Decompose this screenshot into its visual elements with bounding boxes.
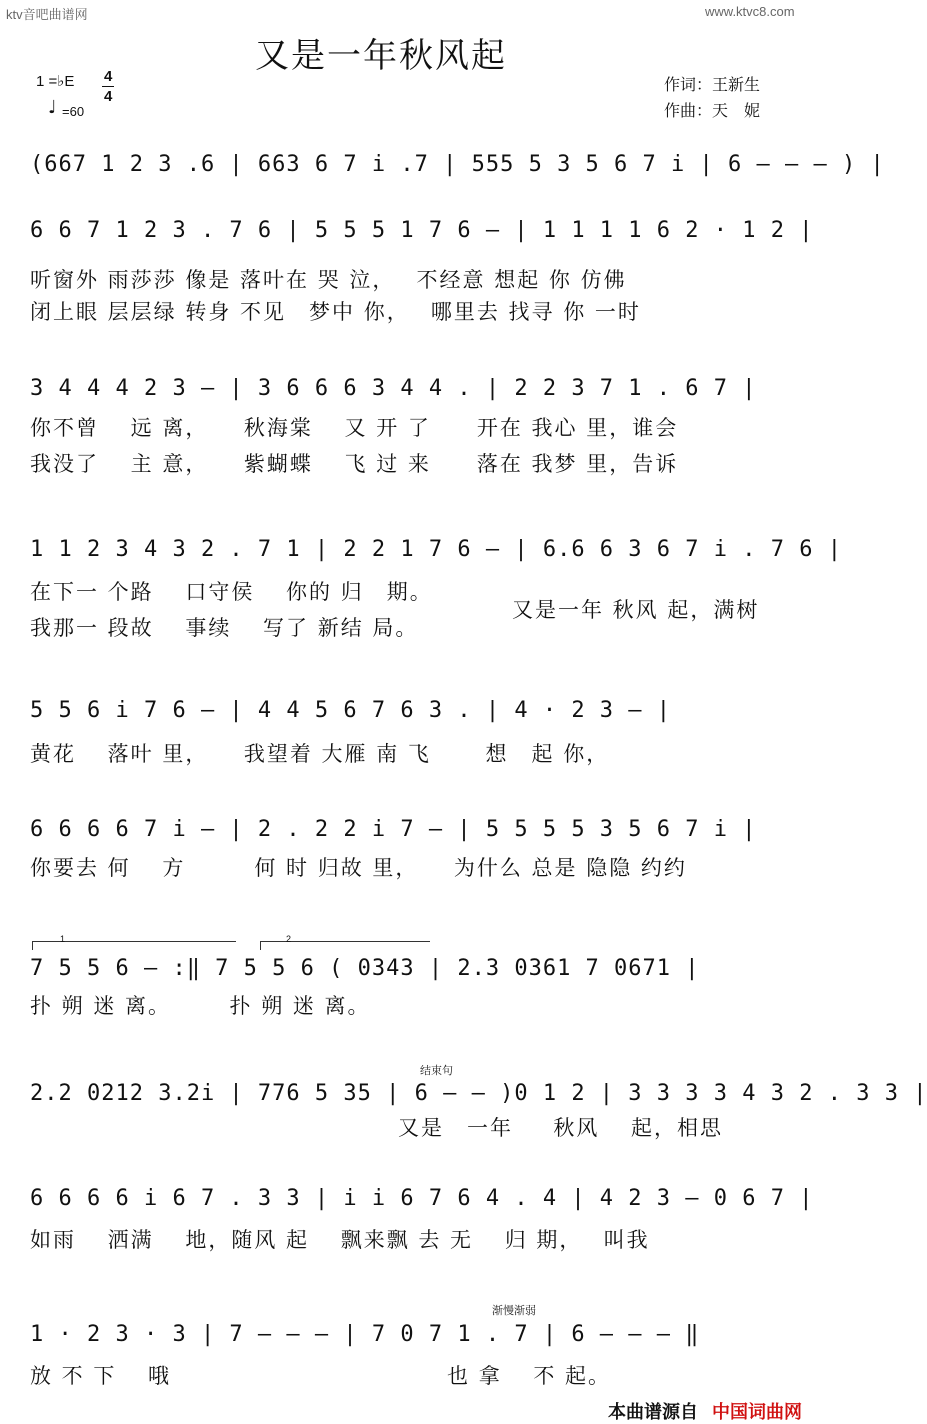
system-2-notes: 6 6 7 1 2 3 . 7 6 | 5 5 5 1 7 6 — | 1 1 1 1 6 2 · 1 2 | <box>30 218 814 243</box>
site-label-left: ktv音吧曲谱网 <box>6 7 88 22</box>
quarter-note-icon: ♩ <box>48 97 57 118</box>
system-6-notes: 6 6 6 6 7 i — | 2 . 2 2 i 7 — | 5 5 5 5 3 5 6 7 i | <box>30 817 757 842</box>
volta-number-1: 1 <box>60 934 66 944</box>
tempo-marking: =60 <box>62 104 85 119</box>
system-1-notes: (667 1 2 3 .6 | 663 6 7 i .7 | 555 5 3 5 6 7 i | 6 — — — ) | <box>30 152 885 177</box>
system-2-lyrics-2: 闭上眼 层层绿 转身 不见 梦中 你， 哪里去 找寻 你 一时 <box>30 300 641 324</box>
system-6-lyrics-1: 你要去 何 方 何 时 归故 里， 为什么 总是 隐隐 约约 <box>30 856 687 880</box>
system-10-lyrics-1: 放 不 下 哦 也 拿 不 起。 <box>30 1364 612 1388</box>
system-3-notes: 3 4 4 4 2 3 — | 3 6 6 6 3 4 4 . | 2 2 3 7 1 . 6 7 | <box>30 376 757 401</box>
time-signature-bottom: 4 <box>104 88 113 105</box>
footer-site-name: 中国词曲网 <box>712 1402 802 1423</box>
system-4-notes: 1 1 2 3 4 3 2 . 7 1 | 2 2 1 7 6 — | 6.6 6 3 6 7 i . 7 6 | <box>30 537 842 562</box>
system-8-lyrics-1: 又是 一年 秋风 起，相思 <box>30 1116 724 1140</box>
footer-source-label: 本曲谱源自 <box>608 1402 698 1423</box>
system-8-notes: 2.2 0212 3.2i | 776 5 35 | 6 — — )0 1 2 | 3 3 3 3 4 3 2 . 3 3 | <box>30 1081 927 1106</box>
lyricist: 作词：王新生 <box>664 75 761 94</box>
system-4-lyrics-1: 在下一 个路 口守侯 你的 归 期。 <box>30 580 433 604</box>
composer: 作曲：天 妮 <box>664 101 761 120</box>
system-3-lyrics-2: 我没了 主 意， 紫蝴蝶 飞 过 来 落在 我梦 里，告诉 <box>30 452 679 476</box>
time-signature-top: 4 <box>104 68 113 85</box>
system-9-lyrics-1: 如雨 洒满 地，随风 起 飘来飘 去 无 归 期， 叫我 <box>30 1228 650 1252</box>
dynamics-annotation: 渐慢渐弱 <box>492 1305 536 1317</box>
volta-number-2: 2 <box>286 934 292 944</box>
time-signature-bar <box>102 86 114 87</box>
song-title: 又是一年秋风起 <box>255 36 507 76</box>
system-4-lyrics-2: 我那一 段故 事续 写了 新结 局。 <box>30 616 419 640</box>
system-5-notes: 5 5 6 i 7 6 — | 4 4 5 6 7 6 3 . | 4 · 2 3 — | <box>30 698 672 723</box>
system-2-lyrics-1: 听窗外 雨莎莎 像是 落叶在 哭 泣， 不经意 想起 你 仿佛 <box>30 268 627 292</box>
system-5-lyrics-1: 黄花 落叶 里， 我望着 大雁 南 飞 想 起 你， <box>30 742 610 766</box>
ending-annotation: 结束句 <box>420 1065 453 1077</box>
site-label-right: www.ktvc8.com <box>705 4 795 19</box>
system-3-lyrics-1: 你不曾 远 离， 秋海棠 又 开 了 开在 我心 里，谁会 <box>30 416 679 440</box>
system-7-lyrics-1: 扑 朔 迷 离。 扑 朔 迷 离。 <box>30 994 371 1018</box>
system-10-notes: 1 · 2 3 · 3 | 7 — — — | 7 0 7 1 . 7 | 6 — — — ‖ <box>30 1322 700 1347</box>
system-7-notes: 7 5 5 6 — :‖ 7 5 5 6 ( 0343 | 2.3 0361 7 0671 | <box>30 956 700 981</box>
system-9-notes: 6 6 6 6 i 6 7 . 3 3 | i i 6 7 6 4 . 4 | 4 2 3 — 0 6 7 | <box>30 1186 814 1211</box>
system-4-lyrics-extra: 又是一年 秋风 起，满树 <box>512 598 760 622</box>
key-signature: 1 =♭E <box>36 73 75 90</box>
